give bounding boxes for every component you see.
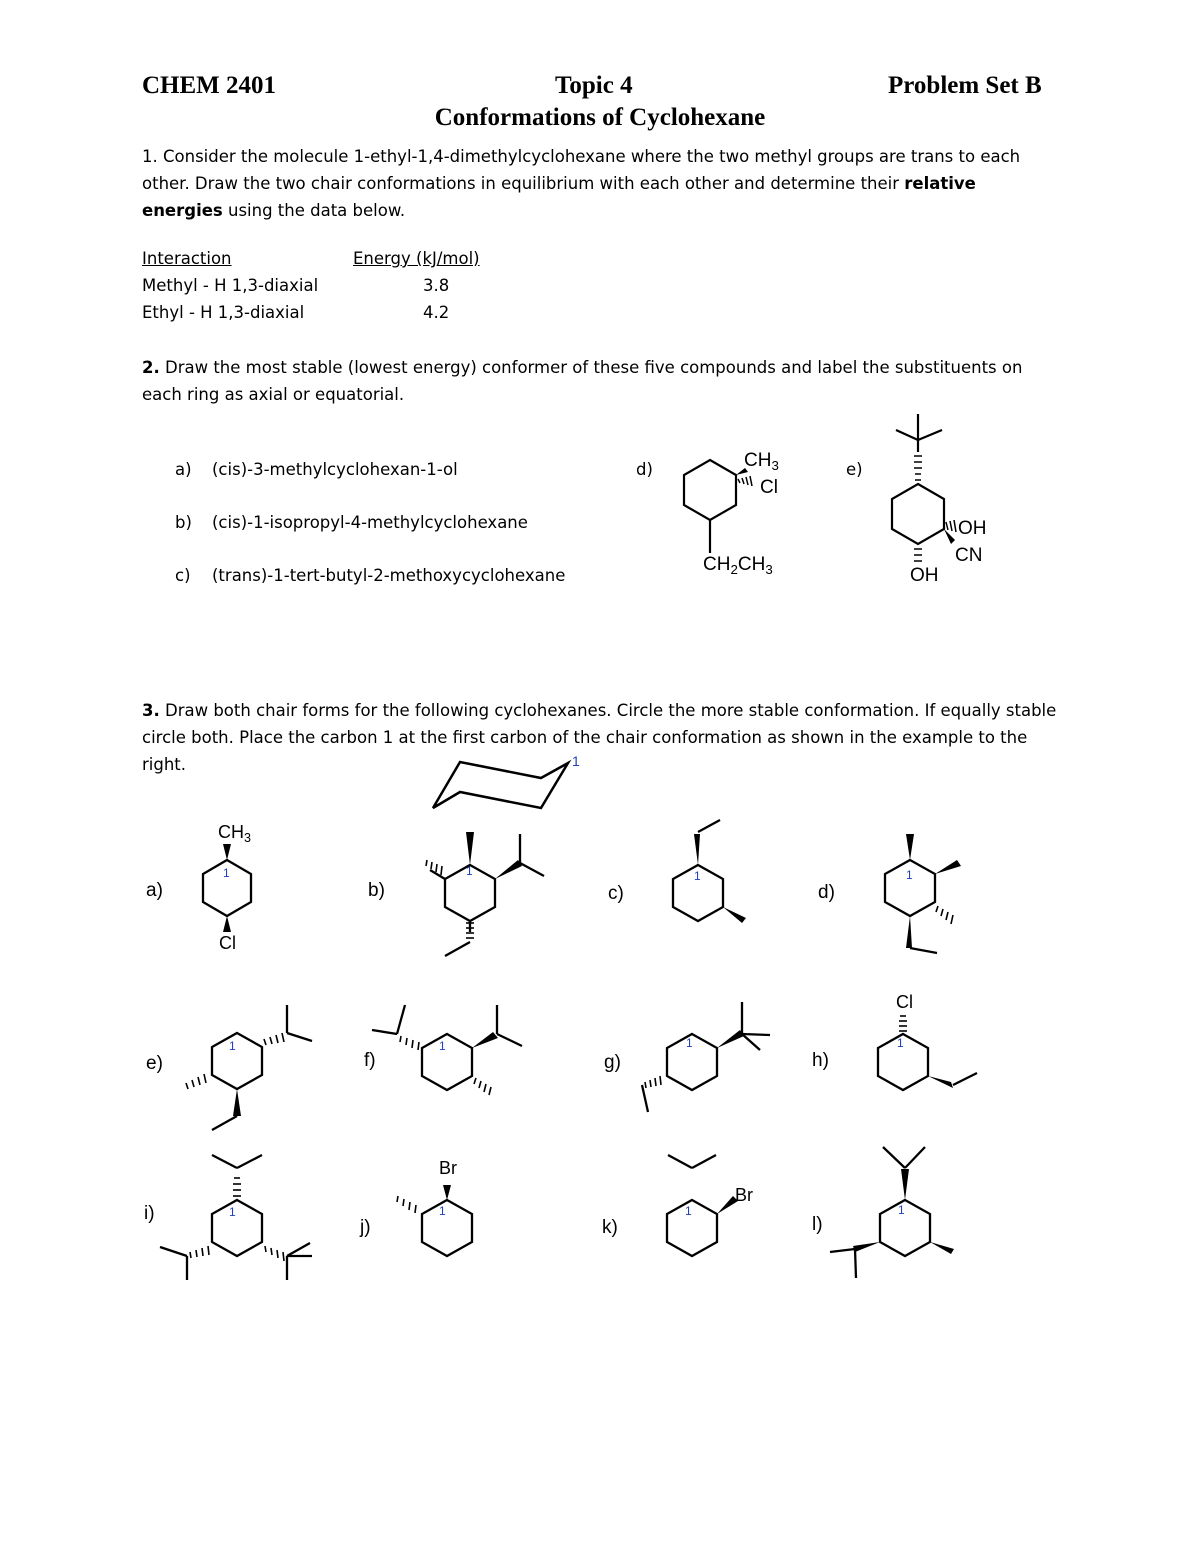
- q2-number: 2.: [142, 358, 160, 377]
- q3-label-g: g): [604, 1052, 621, 1073]
- example-carbon-1-label: 1: [572, 753, 580, 769]
- q1-number: 1.: [142, 147, 158, 166]
- q2-item-c-name: (trans)-1-tert-butyl-2-methoxycyclohexane: [212, 566, 566, 585]
- course-code: CHEM 2401: [142, 72, 277, 99]
- q3-label-f: f): [364, 1050, 376, 1071]
- q2-item-c-label: c): [175, 566, 191, 585]
- q3-label-k: k): [602, 1217, 618, 1238]
- q3-a-cl-label: Cl: [219, 933, 236, 953]
- q3-label-l: l): [812, 1214, 823, 1235]
- page-title: Conformations of Cyclohexane: [434, 104, 766, 131]
- q3-a-ch3-label: $CH_3$: [218, 822, 252, 845]
- q2-d-cl-label: Cl: [760, 477, 778, 498]
- energy-cell: 4.2: [423, 303, 450, 322]
- q1-text-a: Consider the molecule 1-ethyl-1,4-dimethylcyclohexane where the two methyl groups are trans to each other. Draw the two chair conformations in equilibrium with each other and determine their: [142, 147, 1021, 193]
- q3-k-br-label: Br: [735, 1185, 753, 1205]
- q3-d-carbon-1: 1: [906, 868, 913, 882]
- q2-d-ethyl-label: $CH_2CH_3$: [703, 554, 773, 577]
- q2-e-oh-bottom-label: OH: [910, 565, 939, 586]
- q2-item-b-label: b): [175, 513, 192, 532]
- interaction-cell: Ethyl - H 1,3-diaxial: [142, 303, 305, 322]
- q3-label-c: c): [608, 883, 624, 904]
- q3-label-j: j): [360, 1217, 371, 1238]
- q3-h-cl-label: Cl: [896, 992, 913, 1012]
- q2-e-oh-right-label: OH: [958, 518, 987, 539]
- q2-item-d-label: d): [636, 460, 653, 479]
- q2-item-b-name: (cis)-1-isopropyl-4-methylcyclohexane: [212, 513, 528, 532]
- q3-f-carbon-1: 1: [439, 1039, 446, 1053]
- q3-j-br-label: Br: [439, 1158, 457, 1178]
- interaction-column-header: Interaction: [142, 249, 232, 268]
- q2-text: Draw the most stable (lowest energy) conformer of these five compounds and label the substituents on each ring as axial or equatorial.: [142, 358, 1023, 404]
- energy-column-header: Energy (kJ/mol): [353, 249, 480, 268]
- q3-label-d: d): [818, 882, 835, 903]
- q3-j-carbon-1: 1: [439, 1204, 446, 1218]
- q3-text: Draw both chair forms for the following cyclohexanes. Circle the more stable conformation. If equally stable circle both. Place the carbon 1 at the first carbon of the chair conformation as shown in the example to the right.: [142, 701, 1057, 774]
- topic-label: Topic 4: [555, 72, 633, 99]
- q3-e-carbon-1: 1: [229, 1039, 236, 1053]
- q3-h-carbon-1: 1: [897, 1036, 904, 1050]
- q3-label-e: e): [146, 1053, 163, 1074]
- q3-number: 3.: [142, 701, 160, 720]
- q3-l-carbon-1: 1: [898, 1203, 905, 1217]
- q3-label-i: i): [144, 1203, 155, 1224]
- q2-d-ch3-label: $CH_3$: [744, 450, 779, 473]
- q2-e-cn-label: CN: [955, 545, 983, 566]
- q3-b-carbon-1: 1: [466, 864, 473, 878]
- q3-label-h: h): [812, 1050, 829, 1071]
- q1-text-b: using the data below.: [222, 201, 406, 220]
- q1-bold-text: relative energies: [142, 174, 976, 220]
- problem-set-label: Problem Set B: [888, 72, 1042, 99]
- q3-k-carbon-1: 1: [685, 1204, 692, 1218]
- q3-c-carbon-1: 1: [694, 869, 701, 883]
- energy-cell: 3.8: [423, 276, 450, 295]
- q2-item-a-label: a): [175, 460, 192, 479]
- q3-label-b: b): [368, 880, 385, 901]
- q3-a-carbon-1: 1: [223, 866, 230, 880]
- q3-label-a: a): [146, 880, 163, 901]
- interaction-cell: Methyl - H 1,3-diaxial: [142, 276, 319, 295]
- q2-item-a-name: (cis)-3-methylcyclohexan-1-ol: [212, 460, 458, 479]
- q3-g-carbon-1: 1: [686, 1036, 693, 1050]
- q2-item-e-label: e): [846, 460, 863, 479]
- q3-i-carbon-1: 1: [229, 1205, 236, 1219]
